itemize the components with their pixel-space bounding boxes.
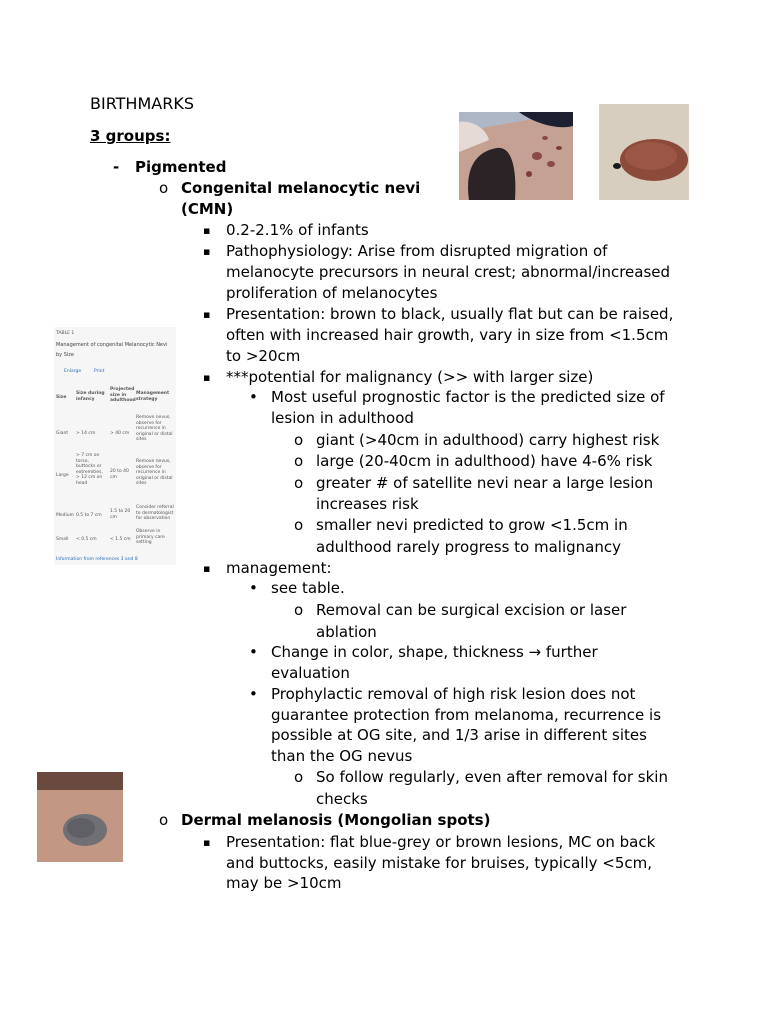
text-line: Pathophysiology: Arise from disrupted migration of (226, 242, 608, 260)
text-line: Removal can be surgical excision or laser (316, 601, 627, 619)
text-line: large (20-40cm in adulthood) have 4-6% risk (316, 452, 653, 470)
text-line: lesion in adulthood (271, 409, 414, 427)
table-cell: Remove nevus, observe for recurrence in original or distal sites (136, 459, 173, 487)
cmn-heading-abbr: (CMN) (181, 200, 234, 218)
square-marker: ▪ (203, 836, 211, 849)
table-enlarge-link[interactable]: Enlarge (64, 369, 82, 374)
photo-hairy-nevus (599, 104, 689, 200)
table-title-2: by Size (56, 352, 74, 358)
table-header-adult: Projected size in adulthood (110, 387, 136, 404)
text-line: increases risk (316, 495, 419, 513)
table-print-link[interactable]: Print (94, 369, 105, 374)
circle-marker: o (294, 768, 304, 786)
text-line: management: (226, 559, 332, 577)
page-title: BIRTHMARKS (90, 94, 194, 113)
text-line: see table. (271, 579, 345, 597)
dash-marker: - (113, 158, 120, 176)
text-line: giant (>40cm in adulthood) carry highest risk (316, 431, 660, 449)
text-line: proliferation of melanocytes (226, 284, 438, 302)
bullet-marker: • (249, 388, 258, 406)
table-cell: Remove nevus, observe for recurrence in original or distal sites (136, 415, 173, 443)
table-cell: > 14 cm (76, 431, 96, 436)
table-title: Management of congenital Melanocytic Nevi (56, 342, 168, 348)
text-line: checks (316, 790, 368, 808)
text-line: evaluation (271, 664, 350, 682)
photo-giant-nevus-infant (459, 112, 573, 200)
table-cell: Large (56, 473, 69, 478)
text-line: often with increased hair growth, vary in size from <1.5cm (226, 326, 669, 344)
circle-marker: o (294, 452, 304, 470)
circle-marker: o (294, 474, 304, 492)
table-cell: Giant (56, 431, 69, 436)
table-cell: < 0.5 cm (76, 537, 97, 542)
circle-marker: o (294, 601, 304, 619)
text-line: possible at OG site, and 1/3 arise in different sites (271, 726, 647, 744)
text-line: Change in color, shape, thickness → further (271, 643, 598, 661)
square-marker: ▪ (203, 224, 211, 237)
group-pigmented: Pigmented (135, 158, 227, 176)
text-line: So follow regularly, even after removal for skin (316, 768, 668, 786)
circle-marker: o (294, 516, 304, 534)
dermal-melanosis-heading: Dermal melanosis (Mongolian spots) (181, 811, 491, 829)
table-header-management: Management strategy (136, 391, 170, 402)
table-header-infancy: Size during infancy (76, 391, 105, 402)
table-cell: Medium (56, 513, 74, 518)
text-line: greater # of satellite nevi near a large lesion (316, 474, 654, 492)
circle-marker: o (159, 179, 169, 197)
management-table-thumbnail (54, 327, 176, 565)
table-header-size: Size (56, 395, 67, 400)
text-line: Prophylactic removal of high risk lesion does not (271, 685, 636, 703)
table-cell: < 1.5 cm (110, 537, 131, 542)
table-cell: Consider referral to dermatologist for observation (136, 505, 174, 522)
groups-heading: 3 groups: (90, 127, 171, 145)
text-line: melanocyte precursors in neural crest; abnormal/increased (226, 263, 671, 281)
text-line: Most useful prognostic factor is the predicted size of (271, 388, 665, 406)
circle-marker: o (159, 811, 169, 829)
table-footer: Information from references 3 and 8 (56, 557, 138, 562)
bullet-marker: • (249, 685, 258, 703)
circle-marker: o (294, 431, 304, 449)
square-marker: ▪ (203, 371, 211, 384)
table-cell: > 7 cm on torso, buttocks or extremities, > 12 cm on head (76, 453, 103, 486)
bullet-marker: • (249, 643, 258, 661)
text-line: 0.2-2.1% of infants (226, 221, 369, 239)
table-cell: Observe in primary care setting (136, 529, 165, 546)
square-marker: ▪ (203, 562, 211, 575)
text-line: adulthood rarely progress to malignancy (316, 538, 621, 556)
bullet-marker: • (249, 579, 258, 597)
table-cell: > 40 cm (110, 431, 130, 436)
text-line: to >20cm (226, 347, 301, 365)
text-line: and buttocks, easily mistake for bruises, typically <5cm, (226, 854, 653, 872)
cmn-heading: Congenital melanocytic nevi (181, 179, 421, 197)
table-label: TABLE 1 (56, 331, 75, 336)
text-line: than the OG nevus (271, 747, 413, 765)
table-cell: 0.5 to 7 cm (76, 513, 102, 518)
text-line: ***potential for malignancy (>> with larger size) (226, 368, 594, 386)
table-cell: 20 to 40 cm (110, 469, 129, 480)
table-cell: Small (56, 537, 69, 542)
text-line: may be >10cm (226, 874, 342, 892)
photo-mongolian-spot (37, 772, 123, 862)
text-line: smaller nevi predicted to grow <1.5cm in (316, 516, 628, 534)
table-cell: 1.5 to 20 cm (110, 509, 131, 520)
text-line: guarantee protection from melanoma, recurrence is (271, 706, 662, 724)
text-line: Presentation: flat blue-grey or brown lesions, MC on back (226, 833, 656, 851)
square-marker: ▪ (203, 308, 211, 321)
text-line: Presentation: brown to black, usually flat but can be raised, (226, 305, 674, 323)
text-line: ablation (316, 623, 377, 641)
square-marker: ▪ (203, 245, 211, 258)
